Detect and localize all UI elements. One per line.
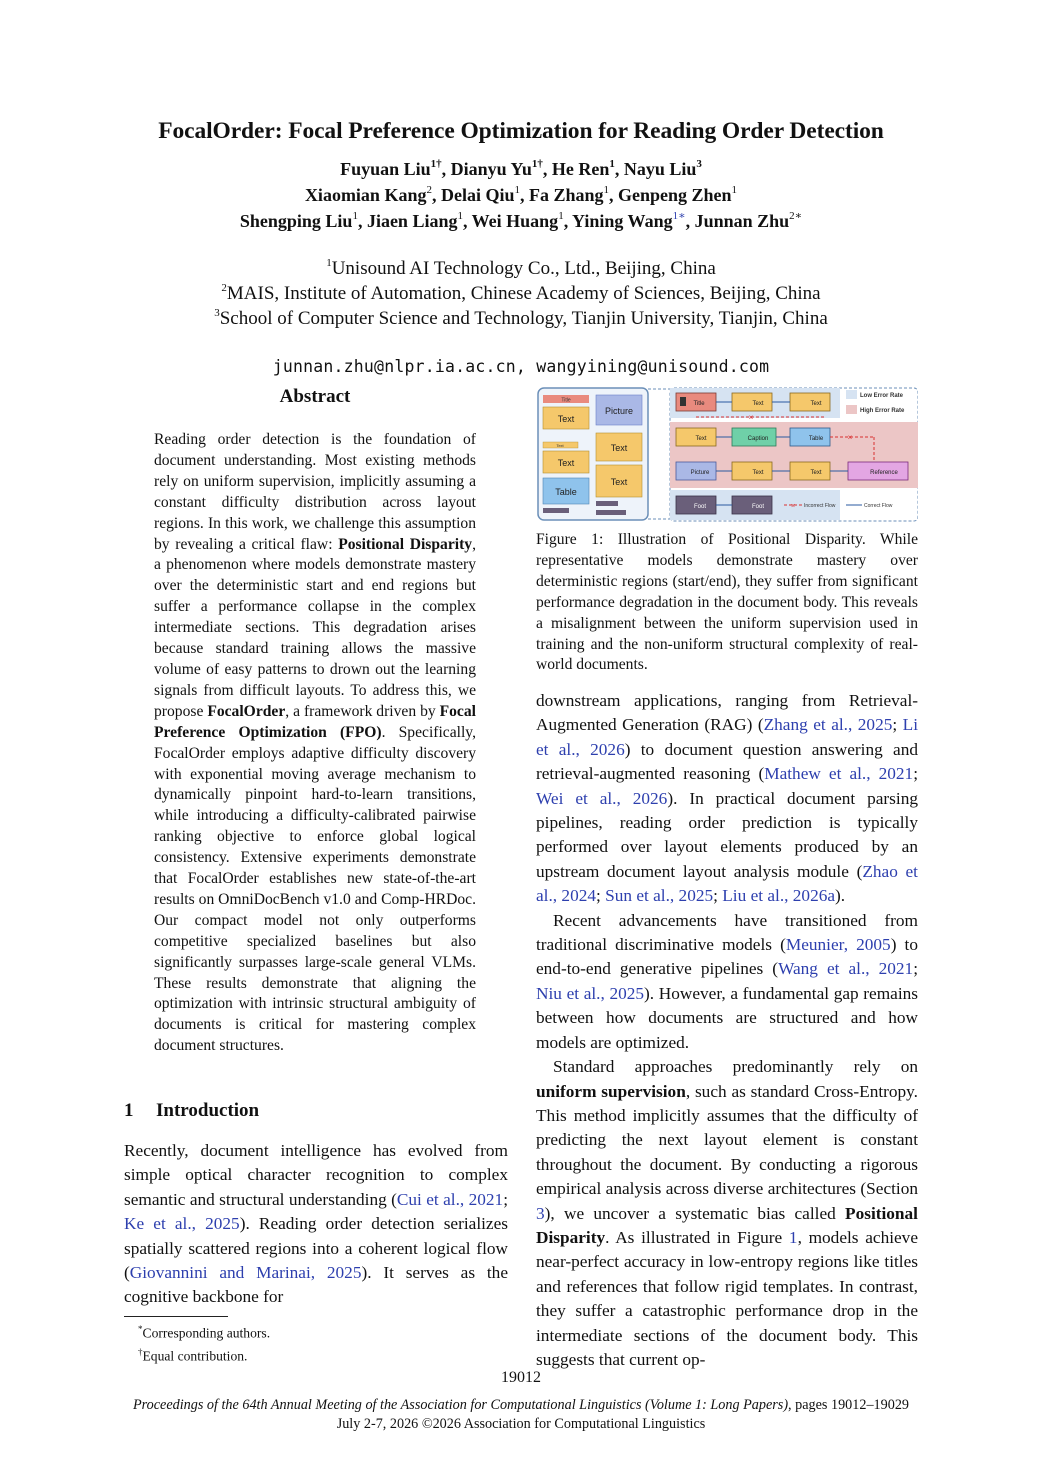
- legend-high-label: High Error Rate: [860, 408, 905, 414]
- figure-link[interactable]: 1: [788, 1227, 798, 1247]
- node-text-label: Text: [810, 401, 822, 407]
- author-line-3: Shengping Liu$^1$, Jiaen Liang$^1$, Wei Huang$^1$, Yining Wang$^{1∗}$, Junnan Zhu$^{2∗}$: [239, 210, 803, 231]
- section-link[interactable]: 3: [536, 1203, 545, 1223]
- author-sup: 1∗: [672, 210, 686, 222]
- section-heading: 1 Introduction: [124, 1100, 260, 1121]
- abstract-body: Reading order detection is the foundation of document understanding. Most existing methods rely on uniform supervision, implicitly assuming a constant difficulty distribution across layout regions. In this work, we challenge this assumption by revealing a critical flaw: Positional Disparity, a phenomenon where models demonstrate mastery over the deterministic start and end regions but suffer a performance collapse in the complex intermediate sections. This degradation arises because standard training allows the massive volume of easy patterns to drown out the learning signals from difficult layouts. To address this, we propose FocalOrder, a framework driven by Focal Preference Optimization (FPO). Specifically, FocalOrder employs adaptive difficulty discovery with exponential moving average mechanism to dynamically pinpoint hard-to-learn transitions, while introducing a difficulty-calibrated pairwise ranking objective to enforce global logical consistency. Extensive experiments demonstrate that FocalOrder establishes new state-of-the-art results on OmniDocBench v1.0 and Comp-HRDoc. Our compact model not only outperforms competitive specialized baselines but also significantly surpasses large-scale general VLMs. These results demonstrate that aligning the optimization with intrinsic structural ambiguity of documents is critical for mastering complex document structures.: [154, 431, 476, 1055]
- affiliation-1: $^1$Unisound AI Technology Co., Ltd., Beijing, China: [326, 256, 716, 279]
- figure-caption: Figure 1: Illustration of Positional Disparity. While representative models demonstrate mastery over deterministic regions (start/end), they suffer from significant performance degradation in the document body. This reveals a misalignment between the uniform supervision used in training and the non-uniform structural complexity of real-world documents.: [536, 531, 918, 674]
- affiliation-2: $^2$MAIS, Institute of Automation, Chinese Academy of Sciences, Beijing, China: [221, 281, 821, 304]
- author: He Ren: [551, 159, 610, 179]
- citation-link[interactable]: Zhang et al., 2025: [763, 715, 893, 735]
- author-sup: 1: [514, 184, 520, 196]
- page-text-label: Text: [557, 458, 575, 468]
- author-line-2: Xiaomian Kang$^2$, Delai Qiu$^1$, Fa Zhang$^1$, Genpeng Zhen$^1$: [304, 184, 738, 205]
- citation-link[interactable]: Niu et al., 2025: [536, 983, 645, 1003]
- citation-link[interactable]: Wang et al., 2021: [778, 959, 914, 979]
- legend-incorrect-label: Incorrect Flow: [804, 503, 836, 509]
- paragraph: downstream applications, ranging from Retrieval-Augmented Generation (RAG) (Zhang et al., 2025; Li et al., 2026) to document question answering and retrieval-augmented reasoning (Mathew et al., 2021; Wei et al., 2026). In practical document parsing pipelines, reading order prediction is typically performed over layout elements produced by an upstream document layout analysis module (Zhao et al., 2024; Sun et al., 2025; Liu et al., 2026a).: [536, 691, 919, 906]
- figure-1-diagram: [536, 385, 918, 525]
- node-text-label: Text: [695, 436, 707, 442]
- legend-low-swatch: [846, 390, 857, 399]
- citation-link[interactable]: Wei et al., 2026: [536, 788, 668, 808]
- footnote: *Corresponding authors.: [138, 1324, 271, 1341]
- author-sup: 1: [731, 184, 738, 196]
- node-text-label: Text: [752, 470, 764, 476]
- citation-link[interactable]: Meunier, 2005: [785, 935, 891, 955]
- author-sup: 2∗: [789, 210, 803, 222]
- node-text-label: Text: [752, 401, 764, 407]
- author: Dianyu Yu: [450, 159, 532, 179]
- footnote: †Equal contribution.: [138, 1346, 248, 1364]
- legend-correct-label: Correct Flow: [864, 503, 893, 509]
- page-text-label: Text: [610, 477, 628, 487]
- author-sup: 1†: [430, 158, 442, 170]
- svg-text:×: ×: [790, 503, 796, 510]
- page-text-label: Text: [610, 443, 628, 453]
- node-picture-label: Picture: [690, 470, 710, 476]
- node-table-label: Table: [808, 436, 824, 442]
- author: Jiaen Liang: [366, 211, 458, 231]
- author: Shengping Liu: [239, 211, 353, 231]
- node-foot-label: Foot: [693, 504, 707, 510]
- affiliations: [0, 256, 1042, 331]
- page-foot-block: [596, 510, 626, 515]
- page-foot-block: [596, 501, 618, 506]
- node-reference-label: Reference: [870, 470, 898, 476]
- node-caption-label: Caption: [747, 436, 769, 442]
- page-number: 19012: [501, 1369, 541, 1386]
- citation-link[interactable]: Li et al., 2026: [536, 715, 919, 759]
- intro-paragraph: Recently, document intelligence has evolved from simple optical character recognition to complex semantic and structural understanding (Cui et al., 2021; Ke et al., 2025). Reading order detection serializes spatially scattered regions into a coherent logical flow (Giovannini and Marinai, 2025). It serves as the cognitive backbone for: [124, 1141, 509, 1307]
- footnote-rule: [124, 1316, 228, 1317]
- right-column-body: [536, 689, 918, 1372]
- author-sup: 1†: [531, 158, 543, 170]
- page-picture-label: Picture: [604, 406, 634, 416]
- citation-link[interactable]: Ke et al., 2025: [124, 1214, 240, 1234]
- legend-high-swatch: [846, 405, 857, 414]
- author: Fa Zhang: [528, 185, 604, 205]
- footnotes: [138, 1320, 270, 1365]
- author: Yining Wang: [572, 211, 673, 231]
- svg-text:×: ×: [847, 433, 853, 442]
- author-sup: 2: [426, 184, 432, 196]
- node-title-label: Title: [693, 401, 705, 407]
- citation-link[interactable]: Cui et al., 2021: [396, 1189, 504, 1209]
- paper-title: FocalOrder: Focal Preference Optimization for Reading Order Detection: [158, 118, 884, 144]
- author: Xiaomian Kang: [304, 185, 427, 205]
- citation-link[interactable]: Liu et al., 2026a: [722, 886, 836, 906]
- author-sup: 1: [609, 158, 615, 170]
- citation-link[interactable]: Mathew et al., 2021: [764, 764, 914, 784]
- emails: junnan.zhu@nlpr.ia.ac.cn, wangyining@unisound.com: [272, 357, 770, 376]
- author: Wei Huang: [471, 211, 559, 231]
- legend-low-label: Low Error Rate: [860, 393, 904, 399]
- author: Fuyuan Liu: [340, 159, 431, 179]
- author-sup: 1: [457, 210, 463, 222]
- proceedings-footer: Proceedings of the 64th Annual Meeting of the Association for Computational Linguistics (Volume 1: Long Papers), pages 19012–19029 July 2-7, 2026 ©2026 Association for Computational Linguistics: [132, 1397, 910, 1432]
- node-foot-label: Foot: [751, 504, 765, 510]
- page-text-label: Text: [557, 414, 575, 424]
- page-table-label: Table: [555, 487, 577, 497]
- author: Genpeng Zhen: [618, 185, 732, 205]
- svg-text:×: ×: [748, 413, 754, 422]
- page-small-label: Text: [556, 443, 564, 448]
- author-line-1: Fuyuan Liu$^{1\dagger}$, Dianyu $Yu^{1\dagger}$, He Ren$^1$, Nayu Liu$^3$: [340, 158, 702, 179]
- author-sup: 1: [603, 184, 610, 196]
- author: Nayu Liu: [623, 159, 697, 179]
- abstract-heading: Abstract: [279, 386, 351, 407]
- page-title-label: Title: [561, 397, 571, 404]
- author-sup: 1: [558, 210, 564, 222]
- citation-link[interactable]: Giovannini and Marinai, 2025: [129, 1263, 362, 1283]
- page-foot-block: [543, 508, 569, 513]
- citation-link[interactable]: Zhao et al., 2024: [536, 861, 918, 906]
- citation-link[interactable]: Sun et al., 2025: [605, 886, 714, 906]
- affiliation-3: $^3$School of Computer Science and Technology, Tianjin University, Tianjin, China: [214, 306, 828, 329]
- author-sup: 3: [696, 158, 702, 170]
- author: Junnan Zhu: [694, 211, 790, 231]
- node-text-label: Text: [810, 470, 822, 476]
- author: Delai Qiu: [440, 185, 515, 205]
- author-sup: 1: [352, 210, 358, 222]
- paragraph: Recent advancements have transitioned from traditional discriminative models (Meunier, 2005) to end-to-end generative pipelines (Wang et al., 2021; Niu et al., 2025). However, a fundamental gap remains between how documents are structured and how models are optimized.: [536, 910, 918, 1052]
- paragraph: Standard approaches predominantly rely on uniform supervision, such as standard Cross-Entropy. This method implicitly assumes that the difficulty of predicting the next layout element is constant throughout the document. By conducting a rigorous empirical analysis across diverse architectures (Section 3), we uncover a systematic bias called Positional Disparity. As illustrated in Figure 1, models achieve near-perfect accuracy in low-entropy regions like titles and references that follow rigid templates. In contrast, they suffer a catastrophic performance drop in the intermediate sections of the document body. This suggests that current op-: [536, 1057, 919, 1369]
